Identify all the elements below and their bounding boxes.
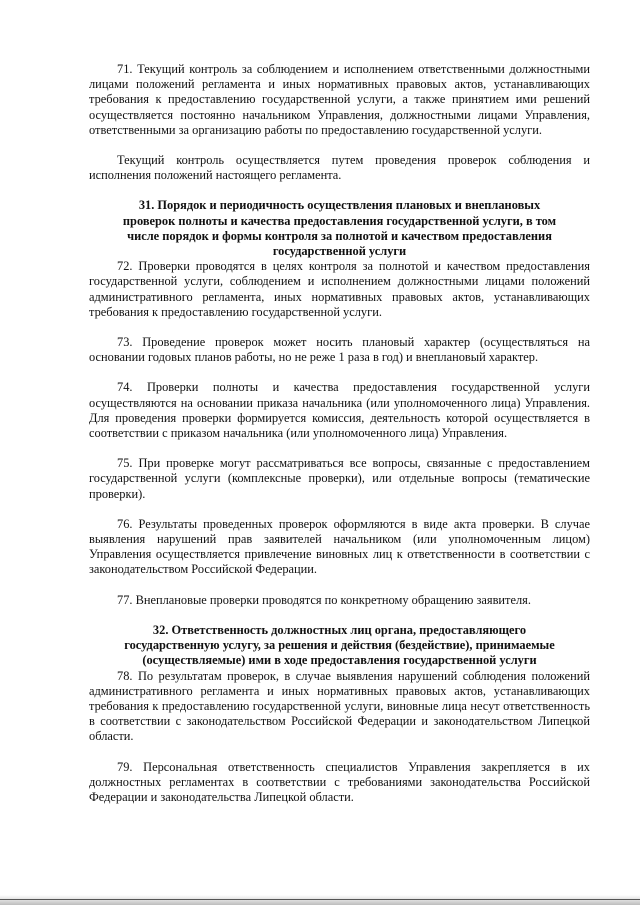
paragraph-72: 72. Проверки проводятся в целях контроля за полнотой и качеством предоставления государственной услуги, соблюдением и исполнением должностными лицами положений административного регламента, иных нормативных правовых актов, устанавливающих требования к предоставлению государственной услуги. [89,259,590,319]
paragraph-79: 79. Персональная ответственность специалистов Управления закрепляется в их должностных регламентах в соответствии с требованиями законодательства Российской Федерации и законодательства Липецкой области. [89,759,590,804]
section-32-heading: 32. Ответственность должностных лиц органа, предоставляющего государственную услугу, за решения и действия (бездействие), принимаемые (осуществляемые) ими в ходе предоставления государственной услуги [124,622,555,668]
paragraph-73: 73. Проведение проверок может носить плановый характер (осуществляться на основании годовых планов работы, но не реже 1 раза в год) и внеплановый характер. [89,335,590,365]
paragraph-74: 74. Проверки полноты и качества предоставления государственной услуги осуществляются на основании приказа начальника (или уполномоченного лица) Управления. Для проведения проверки формируется комиссия, деятельность которой осуществляется в соответствии с приказом начальника (или уполномоченного лица) Управления. [89,380,590,441]
paragraph-71: 71. Текущий контроль за соблюдением и исполнением ответственными должностными лицами положений регламента и иных нормативных правовых актов, устанавливающих требования к предоставлению государственной услуги, а также принятием ими решений осуществляется постоянно начальником Управления, должностными лицами Управления, ответственными за организацию работы по предоставлению государственной услуги. [89,62,590,137]
paragraph-78: 78. По результатам проверок, в случае выявления нарушений соблюдения положений административного регламента и иных нормативных правовых актов, устанавливающих требования к предоставлению государственной услуги, виновные лица несут ответственность в соответствии с законодательством Российской Федерации и законодательством Липецкой области. [89,668,590,744]
paragraph-71-continued: Текущий контроль осуществляется путем проведения проверок соблюдения и исполнения положений настоящего регламента. [89,153,590,183]
paragraph-75: 75. При проверке могут рассматриваться все вопросы, связанные с предоставлением государственной услуги (комплексные проверки), или отдельные вопросы (тематические проверки). [89,456,590,501]
document-body [89,62,590,805]
scan-bottom-edge [0,895,640,905]
section-31-heading: 31. Порядок и периодичность осуществления плановых и внеплановых проверок полноты и качества предоставления государственной услуги, в том числе порядок и формы контроля за полнотой и качеством предоставления государственной услуги [122,198,557,259]
paragraph-76: 76. Результаты проведенных проверок оформляются в виде акта проверки. В случае выявления нарушений прав заявителей начальником (или уполномоченным лицом) Управления осуществляется привлечение виновных лиц к ответственности в соответствии с законодательством Российской Федерации. [89,516,590,577]
paragraph-77: 77. Внеплановые проверки проводятся по конкретному обращению заявителя. [117,592,531,607]
scan-bottom-line [0,899,640,900]
